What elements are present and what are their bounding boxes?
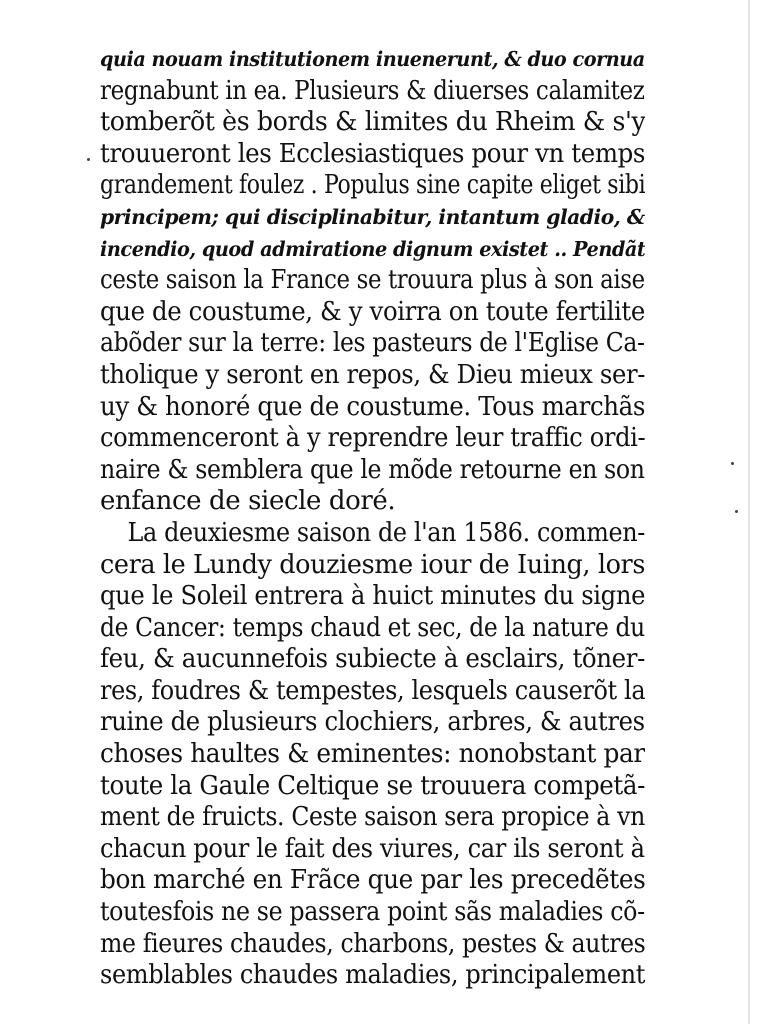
text-line: toute la Gaule Celtique se trouuera competã- [100,770,645,801]
text-line: uy & honoré que de coustume. Tous marchãs [100,391,646,422]
text-line: semblables chaudes maladies, principalement [100,960,645,991]
text-line: naire & semblera que le mõde retourne en son [100,454,645,485]
text-line: feu, & aucunnefois subiecte à esclairs, tõner- [100,644,645,675]
text-line: toutesfois ne se passera point sãs maladies cõ- [100,897,645,928]
text-line: me fieures chaudes, charbons, pestes & autres [100,928,645,959]
text-line: ceste saison la France se trouura plus à son aise [100,265,645,296]
text-line: principem; qui disciplinabitur, intantum gladio, & [100,204,645,229]
text-line: tomberõt ès bords & limites du Rheim & s'y [100,107,646,138]
text-line: ment de fruicts. Ceste saison sera propice à vn [100,802,645,833]
text-line: quia nouam institutionem inuenerunt, & duo cornua [100,47,645,71]
text-line: bon marché en Frãce que par les precedẽtes [100,865,645,896]
text-line: enfance de siecle doré. [100,486,396,517]
text-line: chacun pour le fait des viures, car ils seront à [100,833,645,864]
text-line: incendio, quod admiratione dignum existet .. Pendãt [100,236,646,261]
text-line: La deuxiesme saison de l'an 1586. commen- [127,517,645,548]
text-line: commenceront à y reprendre leur traffic ordi- [100,423,645,454]
text-line: abõder sur la terre: les pasteurs de l'Eglise Ca- [100,328,645,359]
ink-speck [87,158,90,161]
text-line: ruine de plusieurs clochiers, arbres, & autres [100,707,645,738]
ink-speck [731,462,734,465]
text-line: cera le Lundy douziesme iour de Iuing, lors [100,549,645,580]
text-line: regnabunt in ea. Plusieurs & diuerses calamitez [100,75,645,106]
text-line: grandement foulez . Populus sine capite eliget sibi [100,170,646,201]
body-text [100,44,645,992]
text-line: res, foudres & tempestes, lesquels causerõt la [100,675,645,706]
ink-speck [735,510,738,513]
text-line: choses haultes & eminentes: nonobstant par [100,739,645,770]
text-line: de Cancer: temps chaud et sec, de la nature du [100,612,645,643]
text-line: que de coustume, & y voirra on toute fertilite [100,296,645,327]
page-edge [748,0,750,1024]
text-line: que le Soleil entrera à huict minutes du signe [100,581,645,612]
text-line: tholique y seront en repos, & Dieu mieux ser- [100,359,645,390]
text-line: trouueront les Ecclesiastiques pour vn temps [100,138,646,169]
